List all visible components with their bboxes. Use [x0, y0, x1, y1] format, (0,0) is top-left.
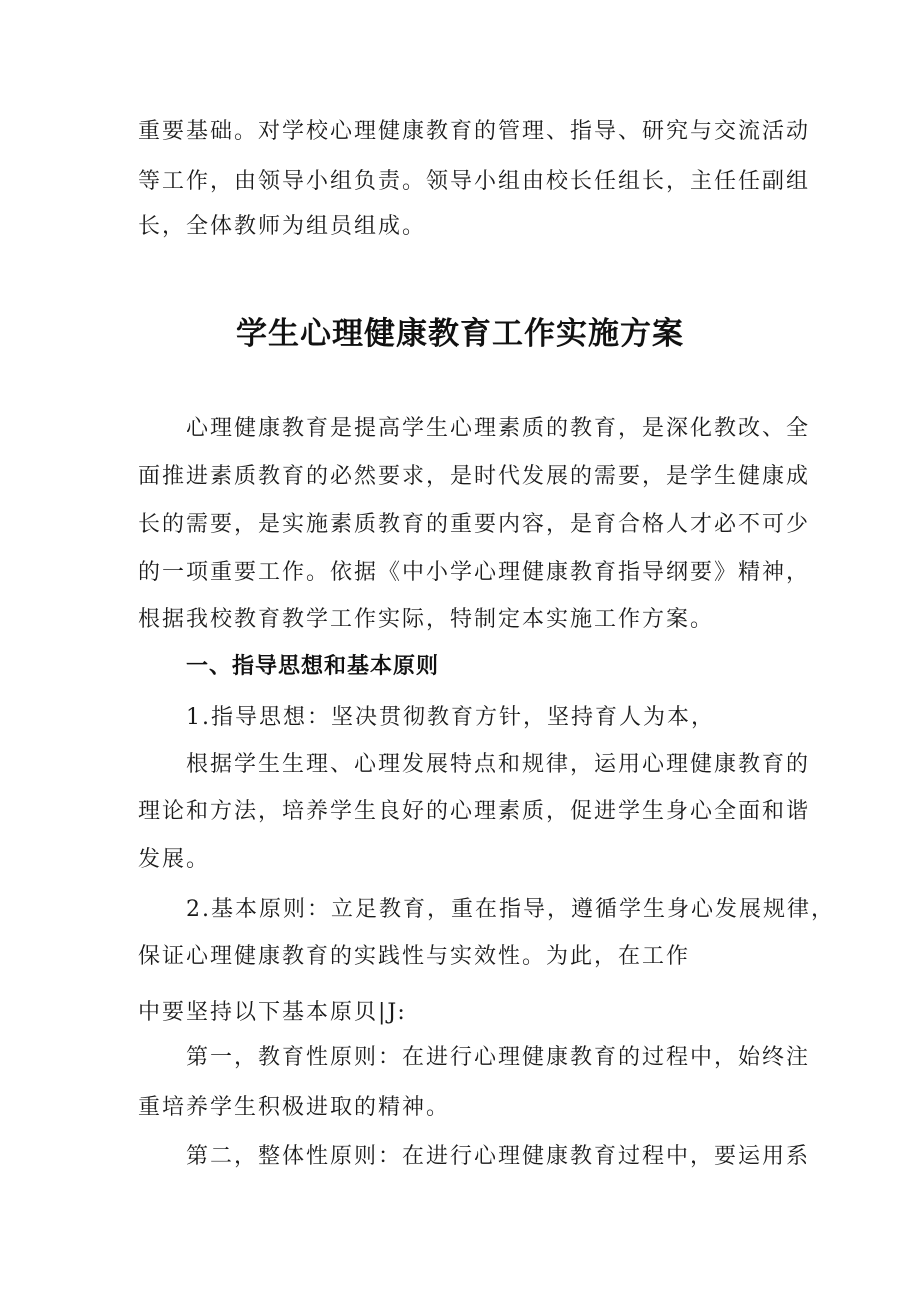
item2-tail-line: 中要坚持以下基本原贝|J:: [138, 1000, 407, 1025]
section-heading-1: 一、指导思想和基本原则: [186, 654, 440, 679]
intro-line-3: 长，全体教师为组员组成。: [138, 214, 427, 239]
item2-line-1: 2.基本原则：立足教育，重在指导，遵循学生身心发展规律，: [186, 897, 835, 922]
item1-cont-line-3: 发展。: [138, 847, 211, 872]
para1-line-2: 面推进素质教育的必然要求，是时代发展的需要，是学生健康成: [138, 464, 811, 489]
item1-cont-line-2: 理论和方法，培养学生良好的心理素质，促进学生身心全面和谐: [138, 799, 811, 824]
item2-line-2: 保证心理健康教育的实践性与实效性。为此，在工作: [138, 944, 691, 969]
principle1-line-2: 重培养学生积极进取的精神。: [138, 1095, 451, 1120]
principle2-line-1: 第二，整体性原则：在进行心理健康教育过程中，要运用系: [186, 1144, 811, 1169]
para1-line-4: 的一项重要工作。依据《中小学心理健康教育指导纲要》精神，: [138, 560, 811, 585]
intro-line-1: 重要基础。对学校心理健康教育的管理、指导、研究与交流活动: [138, 119, 811, 144]
item1-cont-line-1: 根据学生生理、心理发展特点和规律，运用心理健康教育的: [186, 752, 811, 777]
item1-line: 1.指导思想：坚决贯彻教育方针，坚持育人为本，: [186, 705, 715, 730]
para1-line-1: 心理健康教育是提高学生心理素质的教育，是深化教改、全: [186, 416, 811, 441]
principle1-line-1: 第一，教育性原则：在进行心理健康教育的过程中，始终注: [186, 1045, 811, 1070]
para1-line-3: 长的需要，是实施素质教育的重要内容，是育合格人才必不可少: [138, 512, 811, 537]
intro-line-2: 等工作，由领导小组负责。领导小组由校长任组长，主任任副组: [138, 169, 811, 194]
para1-line-5: 根据我校教育教学工作实际，特制定本实施工作方案。: [138, 607, 715, 632]
document-title: 学生心理健康教育工作实施方案: [236, 316, 684, 352]
